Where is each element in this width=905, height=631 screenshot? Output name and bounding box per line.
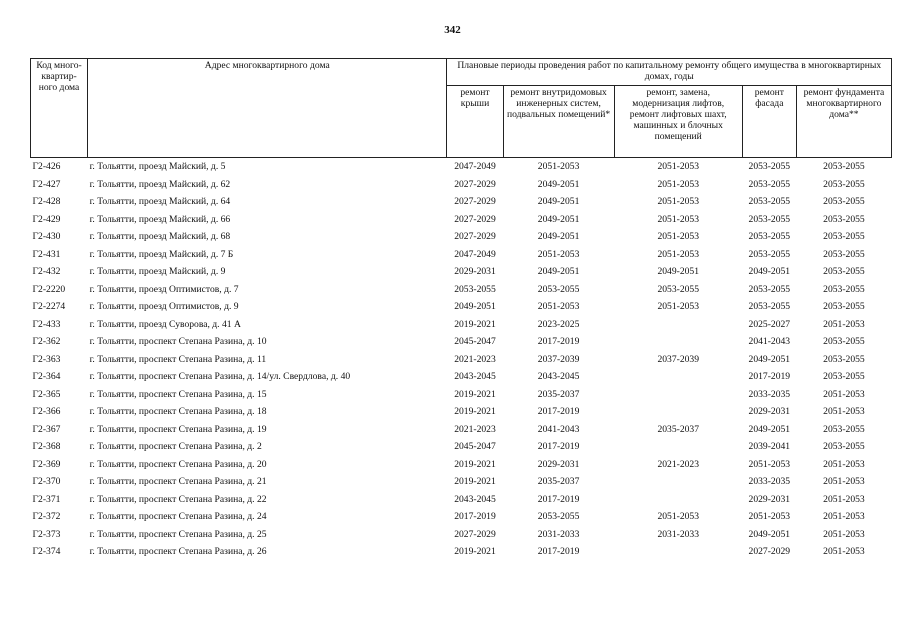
cell-foundation: 2053-2055 [823,178,865,190]
cell-lifts [614,403,742,421]
cell-roof: 2027-2029 [454,178,496,190]
cell-address: г. Тольятти, проспект Степана Разина, д. 20 [89,458,267,470]
cell-address: г. Тольятти, проезд Оптимистов, д. 9 [89,301,239,313]
cell-roof: 2045-2047 [454,441,496,453]
cell-foundation: 2051-2053 [823,493,865,505]
cell-engineering: 2017-2019 [537,336,580,348]
cell-code: Г2-431 [32,248,61,260]
cell-foundation: 2053-2055 [823,248,865,260]
cell-roof: 2017-2019 [454,511,496,523]
cell-foundation: 2051-2053 [823,511,865,523]
cell-roof: 2019-2021 [454,546,496,558]
header-periods-group: Плановые периоды проведения работ по капитальному ремонту общего имущества в многоквартирных домах, годы [447,59,892,86]
cell-foundation: 2053-2055 [823,266,865,278]
cell-code: Г2-364 [32,371,61,383]
cell-facade: 2049-2051 [748,353,791,365]
table-row [31,246,892,264]
cell-engineering: 2049-2051 [537,213,580,225]
cell-lifts [614,491,742,509]
cell-facade: 2051-2053 [748,458,791,470]
cell-foundation: 2053-2055 [823,213,865,225]
cell-address: г. Тольятти, проезд Майский, д. 7 Б [89,248,234,260]
cell-code: Г2-366 [32,406,61,418]
header-address: Адрес многоквартирного дома [88,59,447,158]
cell-engineering: 2017-2019 [537,546,580,558]
cell-foundation: 2053-2055 [823,196,865,208]
cell-foundation: 2051-2053 [823,388,865,400]
cell-address: г. Тольятти, проспект Степана Разина, д. 25 [89,528,267,540]
table-row [31,473,892,491]
cell-roof: 2027-2029 [454,231,496,243]
cell-address: г. Тольятти, проезд Суворова, д. 41 А [89,318,241,330]
cell-roof: 2045-2047 [454,336,496,348]
cell-engineering: 2051-2053 [537,301,580,313]
table-row [31,403,892,421]
cell-engineering: 2017-2019 [537,493,580,505]
cell-lifts: 2053-2055 [657,283,700,295]
cell-lifts: 2031-2033 [657,528,700,540]
cell-roof: 2027-2029 [454,213,496,225]
cell-foundation: 2051-2053 [823,458,865,470]
cell-address: г. Тольятти, проспект Степана Разина, д. 24 [89,511,267,523]
header-engineering: ремонт внутридомовых инженерных систем, подвальных помещений* [503,86,614,158]
table-body [31,158,892,561]
table-row [31,386,892,404]
cell-lifts: 2051-2053 [657,161,700,173]
cell-facade: 2053-2055 [748,178,791,190]
cell-lifts [614,368,742,386]
cell-lifts: 2051-2053 [657,301,700,313]
header-foundation: ремонт фундамента многоквартирного дома** [796,86,891,158]
cell-code: Г2-428 [32,196,61,208]
header-roof: ремонт крыши [447,86,503,158]
cell-engineering: 2053-2055 [537,283,580,295]
cell-roof: 2043-2045 [454,371,496,383]
cell-code: Г2-363 [32,353,61,365]
cell-address: г. Тольятти, проспект Степана Разина, д. 18 [89,406,267,418]
cell-engineering: 2035-2037 [537,476,580,488]
cell-address: г. Тольятти, проезд Оптимистов, д. 7 [89,283,239,295]
cell-lifts: 2021-2023 [657,458,700,470]
cell-engineering: 2029-2031 [537,458,580,470]
table-row [31,508,892,526]
cell-address: г. Тольятти, проезд Майский, д. 68 [89,231,231,243]
cell-address: г. Тольятти, проезд Майский, д. 66 [89,213,231,225]
cell-address: г. Тольятти, проспект Степана Разина, д. 21 [89,476,267,488]
cell-facade: 2053-2055 [748,283,791,295]
header-code: Код много-квартир-ного дома [31,59,88,158]
table-row [31,211,892,229]
cell-address: г. Тольятти, проспект Степана Разина, д. 19 [89,423,267,435]
table-header [31,59,892,158]
header-facade: ремонт фасада [742,86,796,158]
cell-engineering: 2041-2043 [537,423,580,435]
cell-address: г. Тольятти, проспект Степана Разина, д. 11 [89,353,267,365]
cell-roof: 2027-2029 [454,528,496,540]
cell-roof: 2019-2021 [454,458,496,470]
table-row [31,263,892,281]
table-row [31,193,892,211]
cell-facade: 2053-2055 [748,301,791,313]
cell-address: г. Тольятти, проезд Майский, д. 64 [89,196,231,208]
table-row [31,281,892,299]
cell-facade: 2033-2035 [748,388,791,400]
cell-facade: 2053-2055 [748,213,791,225]
cell-lifts [614,543,742,561]
cell-facade: 2053-2055 [748,248,791,260]
cell-code: Г2-433 [32,318,61,330]
cell-lifts: 2051-2053 [657,213,700,225]
cell-foundation: 2053-2055 [823,301,865,313]
cell-facade: 2041-2043 [748,336,791,348]
table-row [31,351,892,369]
cell-facade: 2051-2053 [748,511,791,523]
cell-code: Г2-373 [32,528,61,540]
cell-lifts [614,316,742,334]
cell-engineering: 2043-2045 [537,371,580,383]
cell-foundation: 2053-2055 [823,231,865,243]
cell-foundation: 2053-2055 [823,353,865,365]
cell-roof: 2019-2021 [454,388,496,400]
cell-engineering: 2049-2051 [537,196,580,208]
cell-engineering: 2053-2055 [537,511,580,523]
cell-foundation: 2053-2055 [823,371,865,383]
page-number: 342 [444,24,461,36]
cell-foundation: 2053-2055 [823,336,865,348]
cell-facade: 2053-2055 [748,231,791,243]
cell-code: Г2-372 [32,511,61,523]
cell-lifts [614,473,742,491]
cell-facade: 2033-2035 [748,476,791,488]
cell-engineering: 2017-2019 [537,441,580,453]
cell-roof: 2021-2023 [454,353,496,365]
cell-roof: 2019-2021 [454,318,496,330]
cell-code: Г2-2220 [32,283,66,295]
table-row [31,316,892,334]
table-row [31,158,892,176]
cell-code: Г2-430 [32,231,61,243]
table-row [31,333,892,351]
table-row [31,228,892,246]
table-row [31,543,892,561]
repair-schedule-table [30,58,892,561]
cell-foundation: 2053-2055 [823,161,865,173]
cell-code: Г2-369 [32,458,61,470]
cell-engineering: 2051-2053 [537,248,580,260]
table-row [31,176,892,194]
cell-facade: 2049-2051 [748,423,791,435]
cell-foundation: 2053-2055 [823,423,865,435]
cell-roof: 2049-2051 [454,301,496,313]
cell-engineering: 2037-2039 [537,353,580,365]
cell-address: г. Тольятти, проспект Степана Разина, д. 26 [89,546,267,558]
cell-code: Г2-365 [32,388,61,400]
table-row [31,491,892,509]
cell-code: Г2-432 [32,266,61,278]
cell-facade: 2053-2055 [748,196,791,208]
cell-code: Г2-374 [32,546,61,558]
cell-lifts [614,438,742,456]
table-row [31,298,892,316]
cell-lifts: 2051-2053 [657,231,700,243]
cell-foundation: 2051-2053 [823,528,865,540]
cell-address: г. Тольятти, проспект Степана Разина, д. 10 [89,336,267,348]
cell-foundation: 2051-2053 [823,476,865,488]
cell-foundation: 2053-2055 [823,441,865,453]
cell-code: Г2-370 [32,476,61,488]
cell-roof: 2047-2049 [454,161,496,173]
cell-foundation: 2051-2053 [823,318,865,330]
cell-facade: 2029-2031 [748,493,791,505]
cell-lifts: 2051-2053 [657,248,700,260]
cell-foundation: 2051-2053 [823,546,865,558]
cell-engineering: 2049-2051 [537,178,580,190]
cell-code: Г2-362 [32,336,61,348]
cell-roof: 2043-2045 [454,493,496,505]
cell-lifts: 2051-2053 [657,196,700,208]
cell-address: г. Тольятти, проезд Майский, д. 5 [89,161,226,173]
cell-facade: 2029-2031 [748,406,791,418]
table-row [31,526,892,544]
cell-code: Г2-2274 [32,301,66,313]
cell-engineering: 2031-2033 [537,528,580,540]
table-row [31,438,892,456]
cell-address: г. Тольятти, проезд Майский, д. 62 [89,178,231,190]
cell-code: Г2-368 [32,441,61,453]
table-row [31,456,892,474]
cell-lifts: 2051-2053 [657,178,700,190]
cell-engineering: 2023-2025 [537,318,580,330]
cell-facade: 2025-2027 [748,318,791,330]
cell-roof: 2053-2055 [454,283,496,295]
cell-address: г. Тольятти, проезд Майский, д. 9 [89,266,226,278]
cell-facade: 2049-2051 [748,528,791,540]
cell-roof: 2019-2021 [454,406,496,418]
cell-lifts [614,386,742,404]
cell-foundation: 2053-2055 [823,283,865,295]
cell-facade: 2027-2029 [748,546,791,558]
cell-facade: 2053-2055 [748,161,791,173]
cell-address: г. Тольятти, проспект Степана Разина, д. 15 [89,388,267,400]
cell-roof: 2047-2049 [454,248,496,260]
cell-lifts: 2035-2037 [657,423,700,435]
cell-code: Г2-367 [32,423,61,435]
cell-roof: 2029-2031 [454,266,496,278]
cell-address: г. Тольятти, проспект Степана Разина, д. 14/ул. Свердлова, д. 40 [89,371,351,383]
cell-engineering: 2035-2037 [537,388,580,400]
cell-lifts: 2051-2053 [657,511,700,523]
cell-facade: 2039-2041 [748,441,791,453]
cell-engineering: 2017-2019 [537,406,580,418]
cell-code: Г2-426 [32,161,61,173]
cell-lifts: 2049-2051 [657,266,700,278]
cell-engineering: 2051-2053 [537,161,580,173]
cell-lifts [614,333,742,351]
table-row [31,421,892,439]
cell-code: Г2-429 [32,213,61,225]
cell-roof: 2027-2029 [454,196,496,208]
cell-code: Г2-371 [32,493,61,505]
cell-engineering: 2049-2051 [537,231,580,243]
cell-roof: 2021-2023 [454,423,496,435]
cell-address: г. Тольятти, проспект Степана Разина, д. 22 [89,493,267,505]
cell-lifts: 2037-2039 [657,353,700,365]
cell-roof: 2019-2021 [454,476,496,488]
cell-foundation: 2051-2053 [823,406,865,418]
header-lifts: ремонт, замена, модернизация лифтов, ремонт лифтовых шахт, машинных и блочных помещений [614,86,742,158]
cell-facade: 2017-2019 [748,371,791,383]
cell-address: г. Тольятти, проспект Степана Разина, д. 2 [89,441,262,453]
cell-facade: 2049-2051 [748,266,791,278]
cell-engineering: 2049-2051 [537,266,580,278]
cell-code: Г2-427 [32,178,61,190]
table-row [31,368,892,386]
